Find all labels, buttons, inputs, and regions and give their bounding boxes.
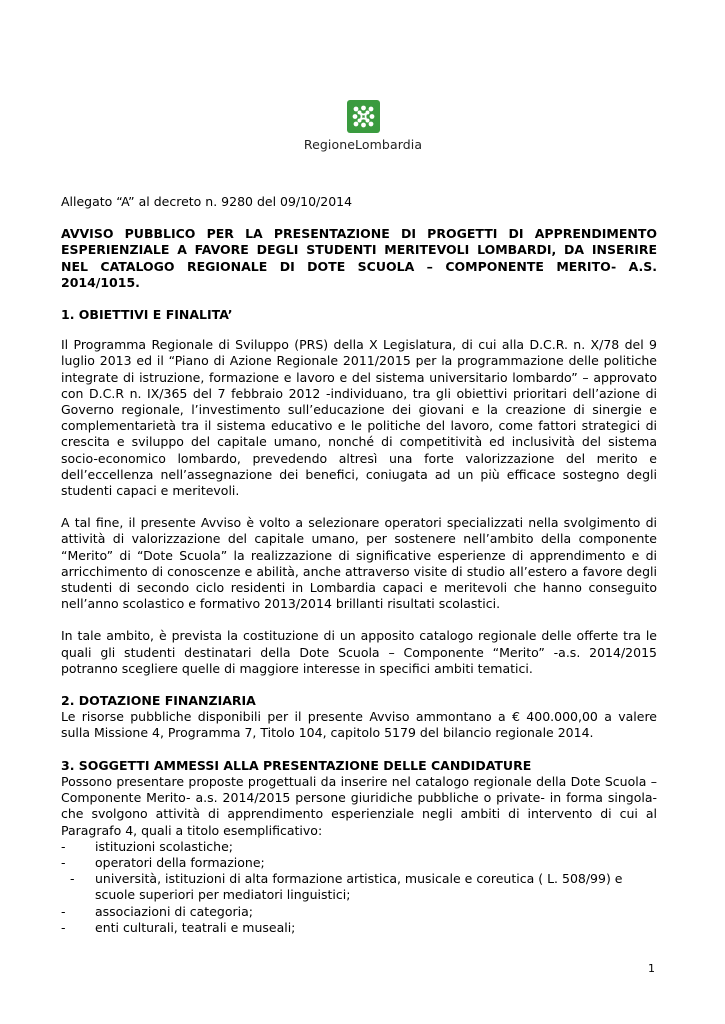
section-1-paragraph: A tal fine, il presente Avviso è volto a selezionare operatori specializzati nella svolgimento di attività di valorizzazione del capitale umano, per sostenere nell’ambito della componente “Merito” di “Dote Scuola” la realizzazione di significative esperienze di apprendimento e di arricchimento di conoscenze e abilità, anche attraverso visite di studio all’estero a favore degli studenti di secondo ciclo residenti in Lombardia capaci e meritevoli che hanno conseguito nell’anno scolastico e formativo 2013/2014 brillanti risultati scolastici. (61, 515, 657, 612)
logo-text: RegioneLombardia (303, 137, 423, 152)
regione-lombardia-logo (296, 100, 430, 152)
document-title: AVVISO PUBBLICO PER LA PRESENTAZIONE DI PROGETTI DI APPRENDIMENTO ESPERIENZIALE A FAVORE DEGLI STUDENTI MERITEVOLI LOMBARDI, DA INSERIRE NEL CATALOGO REGIONALE DI DOTE SCUOLA – COMPONENTE MERITO- A.S. 2014/1015. (61, 226, 657, 290)
section-1-heading: 1. OBIETTIVI E FINALITA’ (61, 307, 233, 323)
page-number: 1 (648, 962, 655, 975)
list-item: - università, istituzioni di alta formazione artistica, musicale e coreutica ( L. 508/99) e scuole superiori per mediatori linguistici; (61, 871, 657, 903)
document-body (61, 194, 657, 936)
section-2-paragraph: Le risorse pubbliche disponibili per il presente Avviso ammontano a € 400.000,00 a valere sulla Missione 4, Programma 7, Titolo 104, capitolo 5179 del bilancio regionale 2014. (61, 709, 657, 741)
list-item: - associazioni di categoria; (61, 904, 657, 920)
rosa-camuna-icon (347, 100, 380, 133)
list-item: - enti culturali, teatrali e museali; (61, 920, 657, 936)
section-1-paragraph: Il Programma Regionale di Sviluppo (PRS) della X Legislatura, di cui alla D.C.R. n. X/78 del 9 luglio 2013 ed il “Piano di Azione Regionale 2011/2015 per la programmazione delle politiche integrate di istruzione, formazione e lavoro e del sistema universitario lombardo” – approvato con D.C.R n. IX/365 del 7 febbraio 2012 -individuano, tra gli obiettivi prioritari dell’azione di Governo regionale, l’investimento sull’educazione dei giovani e la creazione di sinergie e complementarietà tra il sistema educativo e le politiche del lavoro, come fattori strategici di crescita e sviluppo del capitale umano, nonché di competitività ed inclusività del sistema socio-economico lombardo, prevedendo altresì una forte valorizzazione del merito e dell’eccellenza nell’assegnazione dei benefici, coniugata ad un più efficace sostegno degli studenti capaci e meritevoli. (61, 337, 657, 499)
decree-reference: Allegato “A” al decreto n. 9280 del 09/10/2014 (61, 194, 353, 209)
list-item: - istituzioni scolastiche; (61, 839, 657, 855)
list-item: - operatori della formazione; (61, 855, 657, 871)
section-3-heading: 3. SOGGETTI AMMESSI ALLA PRESENTAZIONE DELLE CANDIDATURE (61, 757, 532, 773)
section-3-paragraph: Possono presentare proposte progettuali da inserire nel catalogo regionale della Dote Scuola –Componente Merito- a.s. 2014/2015 persone giuridiche pubbliche o private- in forma singola- che svolgono attività di apprendimento esperienziale negli ambiti di intervento di cui al Paragrafo 4, quali a titolo esemplificativo: (61, 773, 657, 838)
eligible-entities-list (61, 839, 657, 936)
section-2-heading: 2. DOTAZIONE FINANZIARIA (61, 693, 256, 709)
section-1-paragraph: In tale ambito, è prevista la costituzione di un apposito catalogo regionale delle offerte tra le quali gli studenti destinatari della Dote Scuola – Componente “Merito” -a.s. 2014/2015 potranno scegliere quelle di maggiore interesse in specifici ambiti tematici. (61, 628, 657, 676)
